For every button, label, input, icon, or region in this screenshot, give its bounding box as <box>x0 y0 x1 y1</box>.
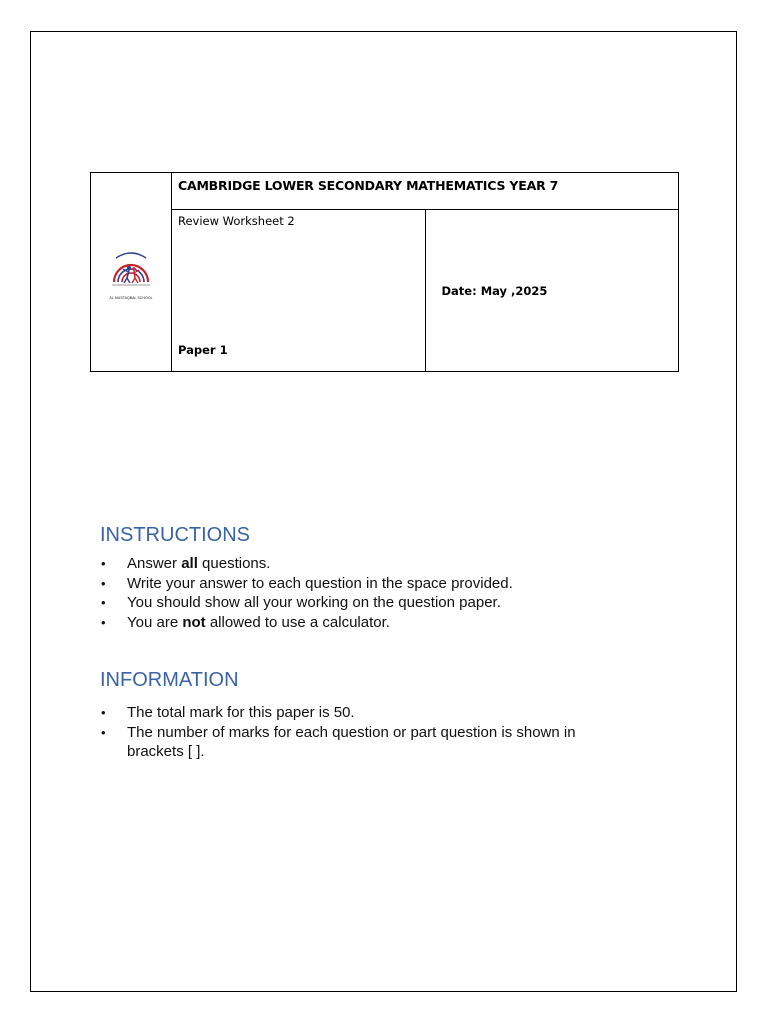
document-title: CAMBRIDGE LOWER SECONDARY MATHEMATICS YEAR 7 <box>178 178 559 193</box>
information-list <box>100 703 635 762</box>
list-item: • The total mark for this paper is 50. <box>101 704 355 721</box>
information-heading: INFORMATION <box>100 669 239 691</box>
bullet-icon: • <box>101 614 106 630</box>
date-label: Date: May ,2025 <box>441 283 548 298</box>
logo-caption: AL MUSTAQBAL SCHOOL <box>109 296 153 300</box>
list-item: • Answer all questions. <box>101 555 271 572</box>
bullet-icon: • <box>101 705 106 720</box>
list-item: • You should show all your working on the question paper. <box>101 594 501 611</box>
worksheet-cell <box>172 210 426 372</box>
bullet-icon: • <box>101 556 106 571</box>
logo-cell <box>91 173 172 372</box>
instructions-list <box>100 554 660 632</box>
instructions-heading: INSTRUCTIONS <box>100 524 250 546</box>
worksheet-subtitle: Review Worksheet 2 <box>178 214 295 228</box>
header-table <box>90 172 679 372</box>
school-logo <box>91 244 171 300</box>
list-item: • Write your answer to each question in the space provided. <box>101 574 513 592</box>
date-cell <box>425 210 679 372</box>
list-item: • You are not allowed to use a calculator. <box>101 613 390 631</box>
bullet-icon: • <box>101 724 106 740</box>
bullet-icon: • <box>101 595 106 610</box>
title-cell <box>172 173 679 210</box>
bullet-icon: • <box>101 575 106 591</box>
paper-label: Paper 1 <box>178 343 228 357</box>
list-item: • The number of marks for each question or part question is shown in brackets [ ]. <box>101 723 576 760</box>
